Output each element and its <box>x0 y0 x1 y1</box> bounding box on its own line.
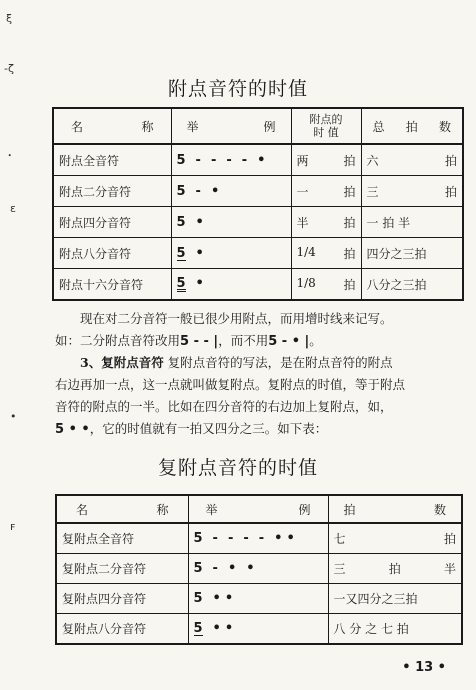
table2-title: 复附点音符的时值 <box>157 457 318 479</box>
row-name: 附点全音符 <box>53 144 171 176</box>
row-example: 5 • • <box>188 614 328 645</box>
margin-mark: ꜰ <box>10 520 16 533</box>
table-row <box>53 207 463 238</box>
margin-mark: ꞏ <box>8 149 12 162</box>
table-row <box>56 614 462 645</box>
table-row <box>53 144 463 176</box>
header-total: 总 拍 数 <box>361 108 463 144</box>
row-beats: 七 拍 <box>328 523 462 554</box>
row-name: 复附点全音符 <box>56 523 188 554</box>
paragraph-1-line: 如：二分附点音符改用5 - - |，而不用5 - • |。 <box>55 333 322 349</box>
page-number: • 13 • <box>402 660 446 675</box>
row-example: 5 • <box>171 269 291 301</box>
paragraph-2-line: 右边再加一点，这一点就叫做复附点。复附点的时值，等于附点 <box>55 377 406 392</box>
row-duration: 1/4 拍 <box>291 238 361 269</box>
row-name: 复附点四分音符 <box>56 584 188 614</box>
margin-mark: ξ <box>6 12 13 25</box>
row-example: 5 • • <box>188 584 328 614</box>
row-example: 5 • <box>171 238 291 269</box>
row-total: 八分之三拍 <box>361 269 463 301</box>
section-heading: 3、复附点音符 <box>80 355 164 370</box>
row-total: 三 拍 <box>361 176 463 207</box>
dotted-notes-table <box>52 107 464 301</box>
margin-marks <box>0 0 30 690</box>
header-name: 名 称 <box>53 108 171 144</box>
paragraph-2-line: 3、复附点音符 复附点音符的写法，是在附点音符的附点 <box>80 355 393 370</box>
row-duration: 两 拍 <box>291 144 361 176</box>
row-name: 附点八分音符 <box>53 238 171 269</box>
paragraph-2-line: 5 • •，它的时值就有一拍又四分之三。如下表： <box>55 421 328 437</box>
row-example: 5 • <box>171 207 291 238</box>
table-header-row <box>53 108 463 144</box>
row-duration: 半 拍 <box>291 207 361 238</box>
row-total: 四分之三拍 <box>361 238 463 269</box>
margin-mark: • <box>10 410 17 423</box>
margin-mark: -ζ <box>4 62 14 75</box>
row-example: 5 - • <box>171 176 291 207</box>
row-example: 5 - • • <box>188 554 328 584</box>
row-total: 六 拍 <box>361 144 463 176</box>
row-beats: 一又四分之三拍 <box>328 584 462 614</box>
header-duration: 附点的 时 值 <box>291 108 361 144</box>
header-example: 举 例 <box>171 108 291 144</box>
table-row <box>53 238 463 269</box>
table-header-row <box>56 495 462 523</box>
row-example: 5 - - - - • • <box>188 523 328 554</box>
row-duration: 一 拍 <box>291 176 361 207</box>
row-beats: 三 拍 半 <box>328 554 462 584</box>
table-row <box>56 523 462 554</box>
table-row <box>56 554 462 584</box>
row-name: 复附点八分音符 <box>56 614 188 645</box>
margin-mark: ɛ <box>10 202 16 215</box>
paragraph-1-line: 现在对二分音符一般已很少用附点，而用增时线来记写。 <box>80 311 393 326</box>
double-dotted-notes-table <box>55 494 463 645</box>
table1-title: 附点音符的时值 <box>167 78 308 100</box>
row-name: 附点十六分音符 <box>53 269 171 301</box>
paragraph-2 <box>55 352 465 441</box>
row-name: 复附点二分音符 <box>56 554 188 584</box>
row-beats: 八 分 之 七 拍 <box>328 614 462 645</box>
table-row <box>53 269 463 301</box>
paragraph-1 <box>55 308 465 353</box>
row-example: 5 - - - - • <box>171 144 291 176</box>
header-beats: 拍 数 <box>328 495 462 523</box>
row-name: 附点四分音符 <box>53 207 171 238</box>
table-row <box>53 176 463 207</box>
paragraph-2-line: 音符的附点的一半。比如在四分音符的右边加上复附点，如， <box>55 399 393 414</box>
header-example: 举 例 <box>188 495 328 523</box>
table-row <box>56 584 462 614</box>
header-name: 名 称 <box>56 495 188 523</box>
row-total: 一 拍 半 <box>361 207 463 238</box>
row-name: 附点二分音符 <box>53 176 171 207</box>
row-duration: 1/8 拍 <box>291 269 361 301</box>
